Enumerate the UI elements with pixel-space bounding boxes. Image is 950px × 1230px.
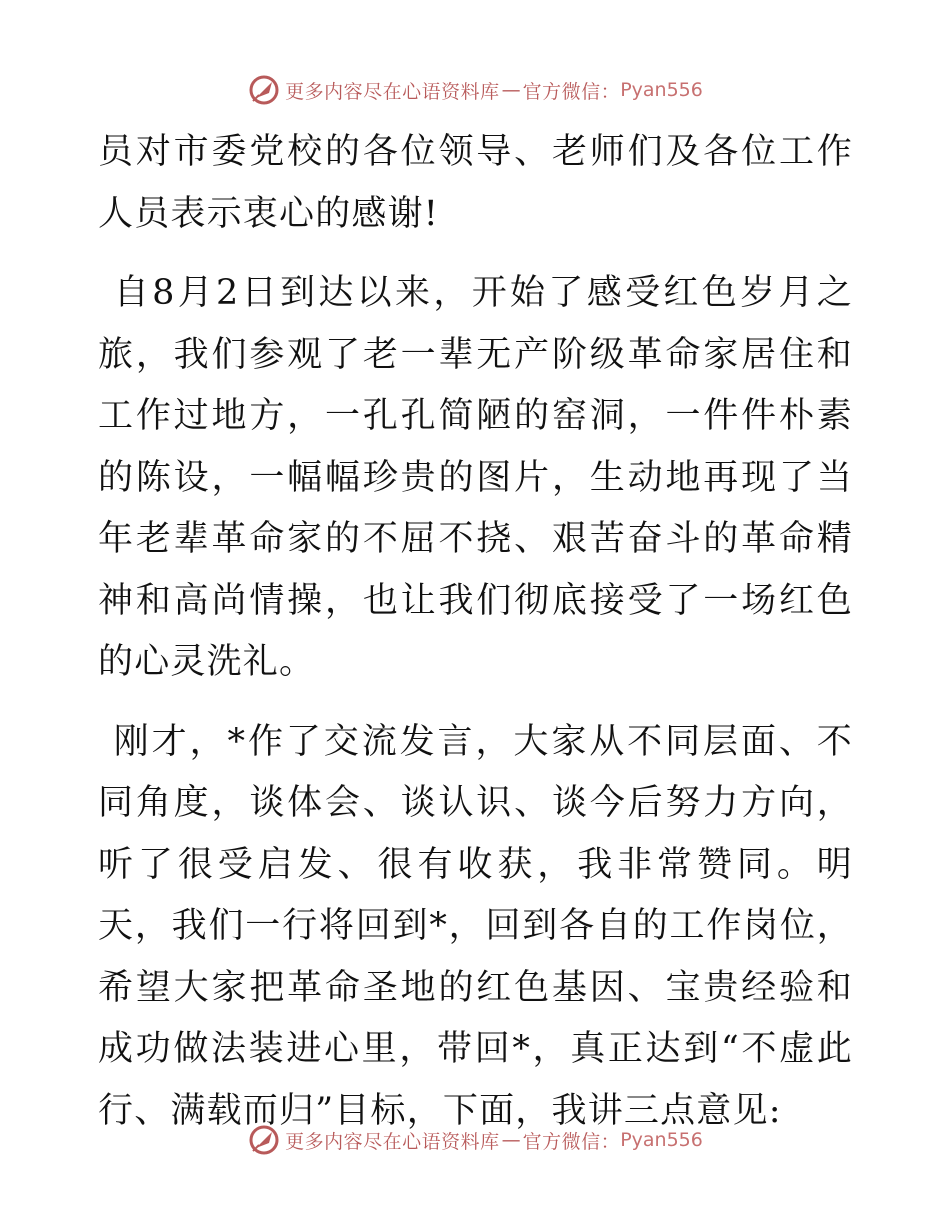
quill-seal-icon [247,1123,281,1157]
header-watermark [0,70,950,110]
watermark-brand: 更多内容尽在心语资料库 [285,1130,500,1153]
watermark-account: Pyan556 [620,1129,703,1151]
document-body [98,122,853,1142]
paragraph-3: 刚才，*作了交流发言，大家从不同层面、不同角度，谈体会、谈认识、谈今后努力方向，听了很受启发、很有收获，我非常赞同。明天，我们一行将回到*，回到各自的工作岗位，希望大家把革命圣地的红色基因、宝贵经验和成功做法装进心里，带回*，真正达到“不虚此行、满载而归”目标，下面，我讲三点意见: [98,721,853,1131]
quill-seal-icon [247,73,281,107]
footer-watermark [0,1120,950,1160]
watermark-separator: — [501,1129,521,1151]
watermark-label: 官方微信： [522,1130,621,1153]
watermark-separator: — [501,79,521,101]
watermark-account: Pyan556 [620,79,703,101]
paragraph-2: 自8月2日到达以来，开始了感受红色岁月之旅，我们参观了老一辈无产阶级革命家居住和工作过地方，一孔孔简陋的窑洞，一件件朴素的陈设，一幅幅珍贵的图片，生动地再现了当年老辈革命家的不屈不挠、艰苦奋斗的革命精神和高尚情操，也让我们彻底接受了一场红色的心灵洗礼。 [98,273,853,682]
watermark-label: 官方微信： [522,80,621,103]
watermark-brand: 更多内容尽在心语资料库 [285,80,500,103]
paragraph-1: 员对市委党校的各位领导、老师们及各位工作人员表示衷心的感谢! [98,132,853,234]
